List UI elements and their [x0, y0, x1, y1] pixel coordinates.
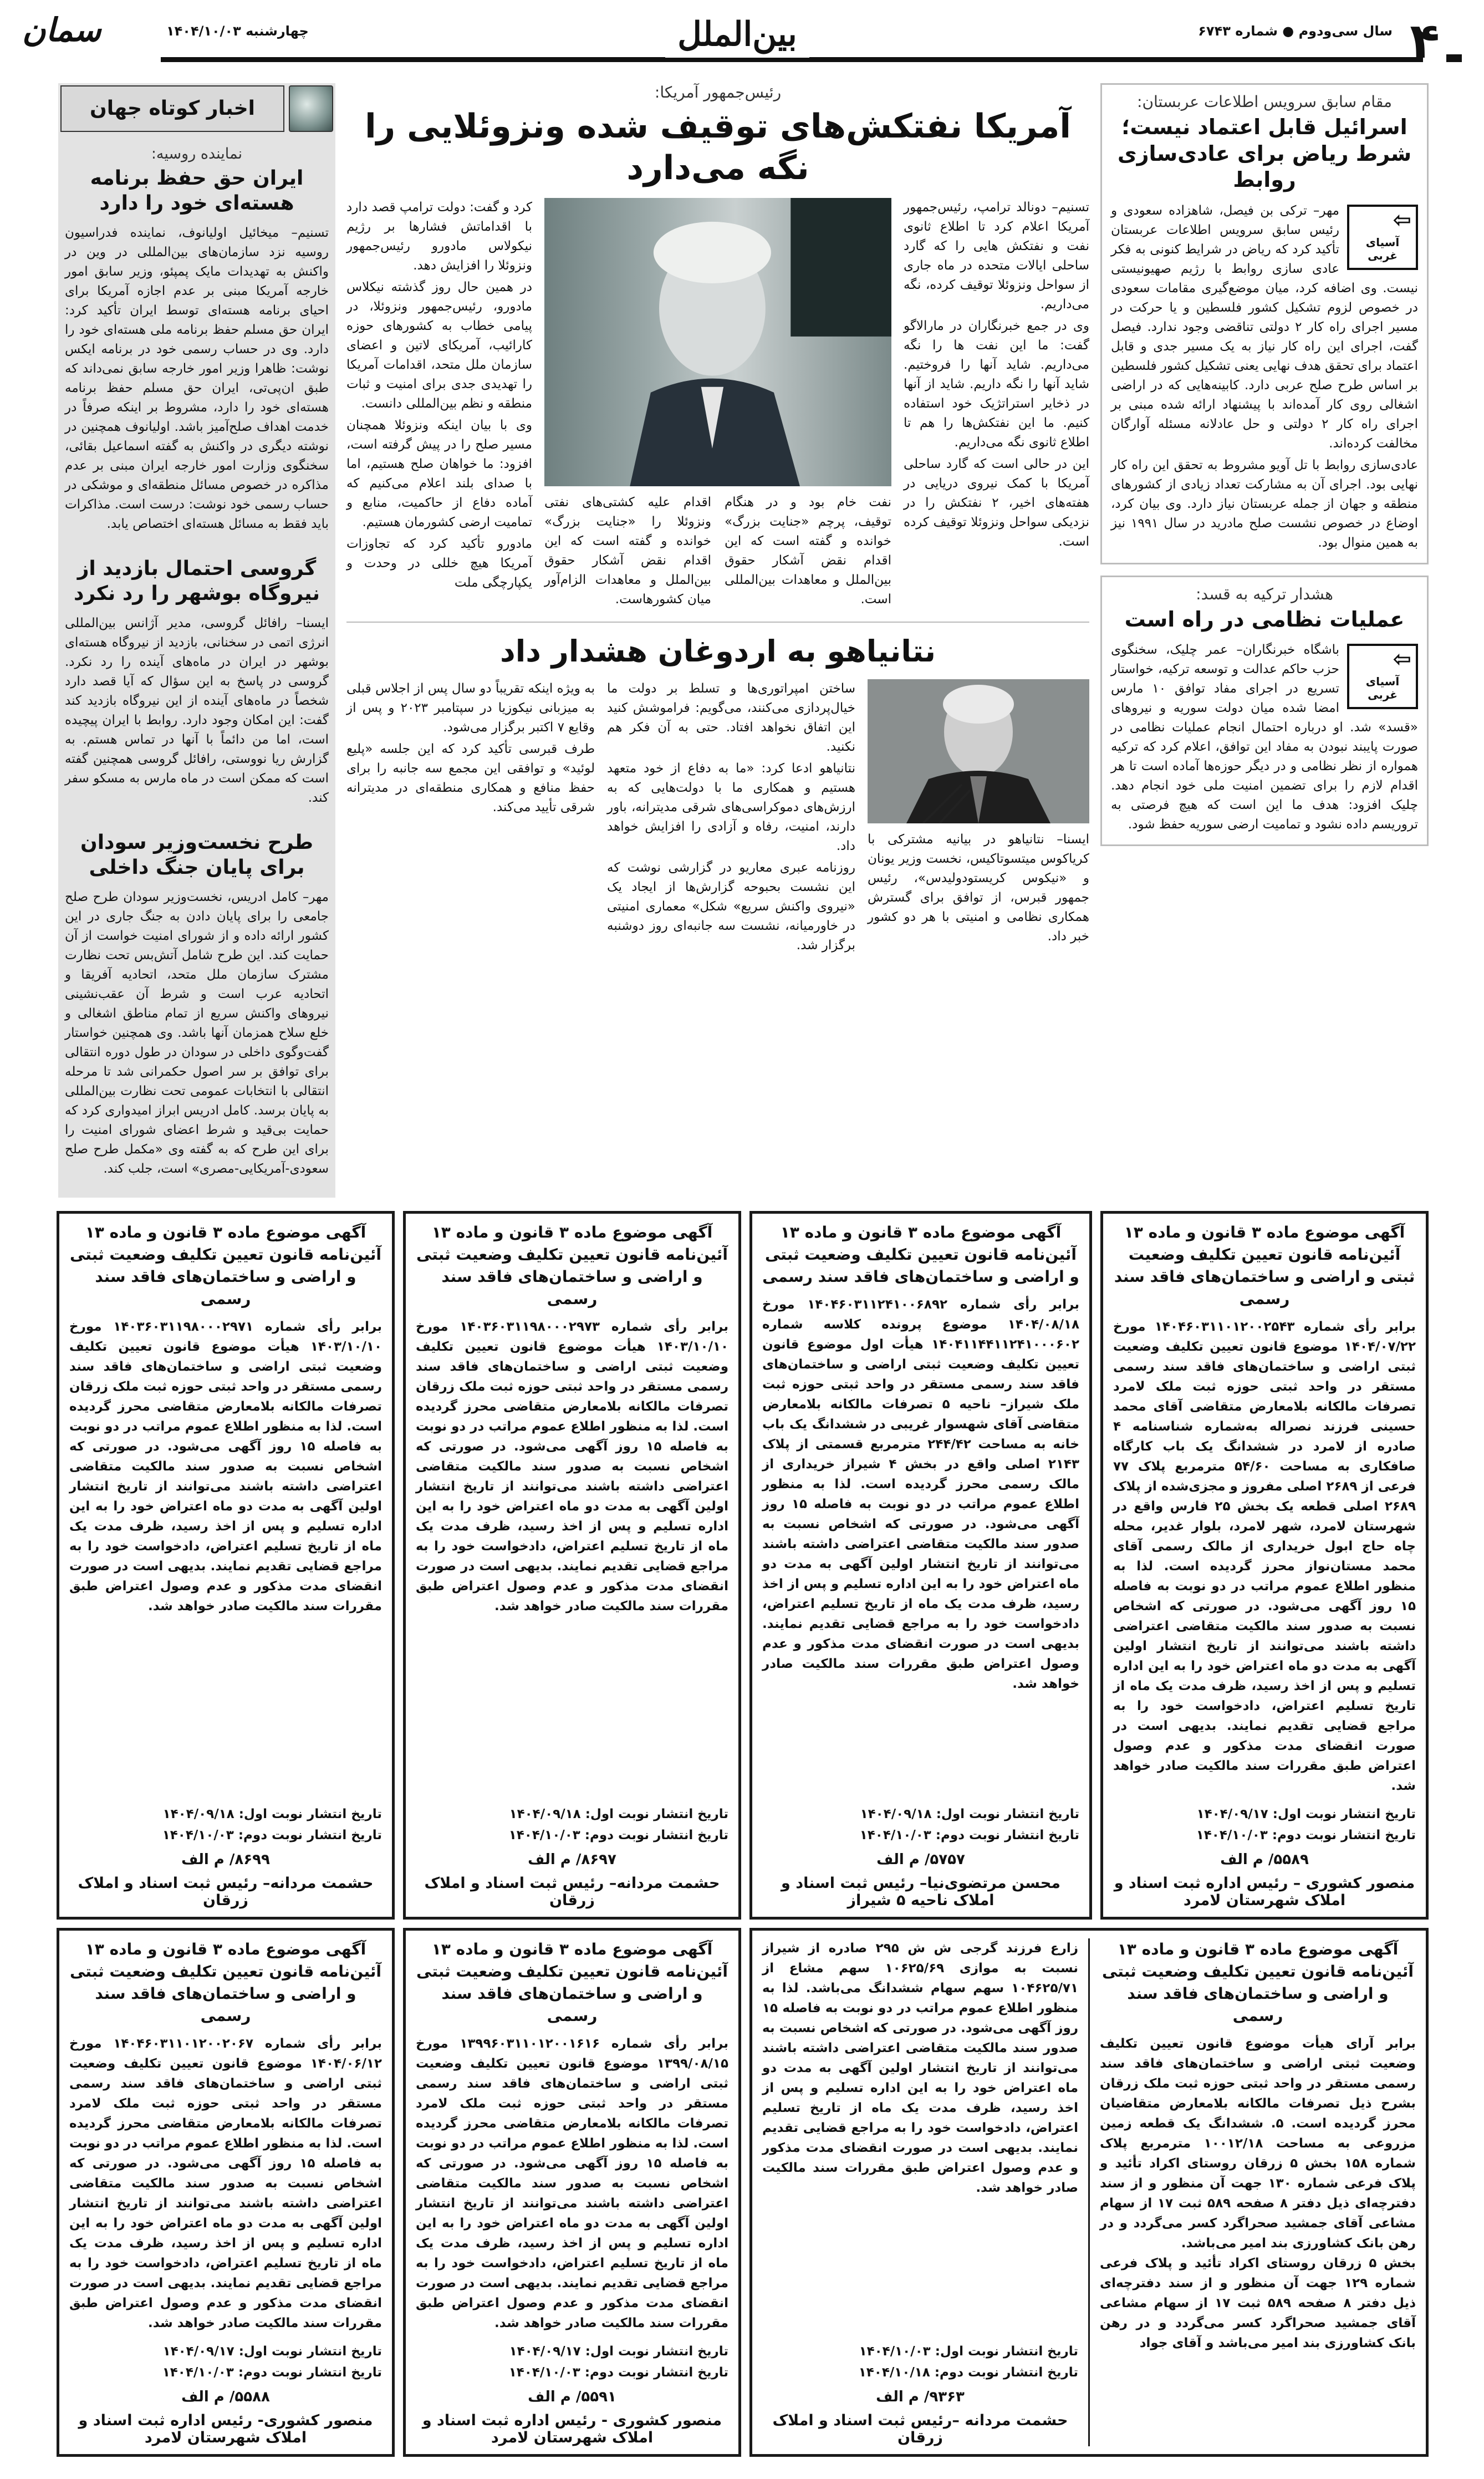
notice-signature: منصور کشوری – رئیس اداره ثبت اسناد و املاک شهرستان لامرد: [1114, 1875, 1415, 1909]
second-pub-label: تاریخ انتشار نوبت دوم:: [238, 1828, 382, 1842]
paragraph: باشگاه خبرنگاران– عمر چلیک، سخنگوی حزب حاکم عدالت و توسعه ترکیه، خواستار تسریع در اجرای مفاد توافق ۱۰ مارس امضا شده میان دولت سوریه و نیروهای «قسد» شد. او درباره احتمال انجام عملیات نظامی در صورت پایبند نبودن به مفاد این توافق، اعلام کرد که ترکیه همواره از نظر نظامی و در دیگر حوزه‌ها آماده است تا هر اقدام لازم را برای تضمین امنیت ملی خود انجام دهد. چلیک افزود: هدف ما این است که هیچ فرصتی به تروریسم داده نشود و تمامیت ارضی سوریه حفظ شود.: [1111, 643, 1418, 832]
first-pub-date: ۱۴۰۴/۰۹/۱۷: [162, 2344, 234, 2359]
second-pub-label: تاریخ انتشار نوبت دوم:: [935, 1828, 1079, 1842]
notice-body: برابر رأی شماره ۱۴۰۳۶۰۳۱۱۹۸۰۰۰۲۹۷۳ مورخ ۱۴۰۳/۱۰/۱۰ هیأت موضوع قانون تعیین تکلیف وضعیت ثبتی اراضی و ساختمان‌های فاقد سند رسمی مستقر در واحد ثبتی حوزه ثبت ملک زرقان تصرفات مالکانه بلامعارض متقاضی محرز گردیده است. لذا به منظور اطلاع عموم مراتب در دو نوبت به فاصله ۱۵ روز آگهی می‌شود. در صورتی که اشخاص نسبت به صدور سند مالکیت متقاضی اعتراضی داشته باشند می‌توانند از تاریخ انتشار اولین آگهی به مدت دو ماه اعتراض خود را به این اداره تسلیم و پس از اخذ رسید، ظرف مدت یک ماه از تاریخ تسلیم اعتراض، دادخواست خود را به مراجع قضایی تقدیم نمایند. بدیهی است در صورت انقضای مدت مذکور و عدم وصول اعتراض طبق مقررات سند مالکیت صادر خواهد شد.: [416, 1320, 729, 1613]
notice-body: برابر رأی شماره ۱۴۰۳۶۰۳۱۱۹۸۰۰۰۲۹۷۱ مورخ ۱۴۰۳/۱۰/۱۰ هیأت موضوع قانون تعیین تکلیف وضعیت ثبتی اراضی و ساختمان‌های فاقد سند رسمی مستقر در واحد ثبتی حوزه ثبت ملک زرقان تصرفات مالکانه بلامعارض متقاضی محرز گردیده است. لذا به منظور اطلاع عموم مراتب در دو نوبت به فاصله ۱۵ روز آگهی می‌شود. در صورتی که اشخاص نسبت به صدور سند مالکیت متقاضی اعتراضی داشته باشند می‌توانند از تاریخ انتشار اولین آگهی به مدت دو ماه اعتراض خود را به این اداره تسلیم و پس از اخذ رسید، ظرف مدت یک ماه از تاریخ تسلیم اعتراض، دادخواست خود را به مراجع قضایی تقدیم نمایند. بدیهی است در صورت انقضای مدت مذکور و عدم وصول اعتراض طبق مقررات سند مالکیت صادر خواهد شد.: [69, 1320, 383, 1613]
notice-code: ۵۵۹۱/ م الف: [528, 2389, 616, 2405]
paragraph: وی با بیان اینکه ونزوئلا همچنان مسیر صلح را در پیش گرفته است، افزود: ما خواهان صلح هستیم، اما با صدای بلند اعلام می‌کنیم که آماده دفاع از حاکمیت، منابع و تمامیت ارضی کشورمان هستیم.: [346, 418, 532, 530]
notice-body: برابر آرای هیأت موضوع قانون تعیین تکلیف وضعیت ثبتی اراضی و ساختمان‌های فاقد سند رسمی مستقر در واحد ثبتی حوزه ثبت ملک زرقان بشرح ذیل تصرفات مالکانه بلامعارض متقاضیان محرز گردیده است. ۵. ششدانگ یک قطعه زمین مزروعی به مساحت ۱۰۰۱۲/۱۸ مترمربع پلاک شماره ۱۵۸ بخش ۵ زرقان روستای اکراد تأئید و پلاک فرعی شماره ۱۳۰ جهت آن منظور و از سند دفترچه‌ای ذیل دفتر ۸ صفحه ۵۸۹ ثبت ۱۷ از سهام مشاعی آقای جمشید صحراگرد کسر می‌گردد و در رهن بانک کشاورزی بند امیر می‌باشد.: [1100, 2037, 1416, 2251]
netanyahu-col-2: [607, 679, 855, 958]
paragraph: ساختن امپراتوری‌ها و تسلط بر دولت ما خیال‌پردازی می‌کنند، می‌گویم: فراموشش کنید این اتفاق نخواهد افتاد. حتی به آن فکر هم نکنید.: [607, 681, 855, 754]
notice-title: آگهی موضوع ماده ۳ قانون و ماده ۱۳ آئین‌نامه قانون تعیین تکلیف وضعیت ثبتی و اراضی و ساختمان‌های فاقد سند رسمی: [1114, 1223, 1415, 1308]
section-tag: [1347, 644, 1418, 709]
turkey-news-box: [1100, 576, 1429, 847]
world-briefs-header: [58, 83, 335, 134]
right-column: [1100, 83, 1429, 846]
notice-signature: حشمت مردانه –رئیس ثبت اسناد و املاک زرقان: [772, 2412, 1068, 2446]
netanyahu-photo-illustration: [868, 679, 1089, 823]
first-pub-label: تاریخ انتشار نوبت اول:: [935, 2344, 1078, 2359]
main-article: [346, 198, 1089, 612]
second-pub-date: ۱۴۰۴/۱۰/۰۳: [508, 1828, 580, 1842]
first-pub-label: تاریخ انتشار نوبت اول:: [238, 1807, 382, 1821]
top-section: [55, 83, 1429, 1198]
paragraph: در همین حال روز گذشته نیکلاس مادورو، رئیس‌جمهور ونزوئلا، در پیامی خطاب به کشورهای حوزه کارائیب، آمریکای لاتین و اعضای سازمان ملل متحد، اقدامات آمریکا را تهدیدی جدی برای امنیت و ثبات منطقه و نظم بین‌المللی دانست.: [346, 280, 532, 411]
main-article-head: [346, 83, 1089, 198]
netanyahu-photo: [868, 679, 1089, 823]
first-pub-date: ۱۴۰۴/۰۹/۱۷: [509, 2344, 581, 2359]
legal-notices: [55, 1211, 1429, 2457]
box-headline: عملیات نظامی در راه است: [1124, 607, 1405, 632]
first-pub-label: تاریخ انتشار نوبت اول:: [585, 2344, 728, 2359]
brief-headline: ایران حق حفظ برنامه هسته‌ای خود را دارد: [90, 167, 304, 215]
notice-title: آگهی موضوع ماده ۳ قانون و ماده ۱۳ آئین‌نامه قانون تعیین تکلیف وضعیت ثبتی و اراضی و ساختمان‌های فاقد سند رسمی: [69, 1223, 382, 1308]
section-tag-label: آسیای غربی: [1365, 675, 1400, 701]
second-pub-label: تاریخ انتشار نوبت دوم:: [584, 1828, 728, 1842]
first-pub-label: تاریخ انتشار نوبت اول:: [238, 2344, 382, 2359]
second-pub-date: ۱۴۰۴/۱۰/۰۳: [162, 1828, 234, 1842]
netanyahu-headline: نتانیاهو به اردوغان هشدار داد: [500, 634, 936, 669]
column-divider: [1088, 1938, 1090, 2446]
second-pub-date: ۱۴۰۴/۱۰/۱۸: [858, 2365, 930, 2380]
main-kicker: رئیس‌جمهور آمریکا:: [654, 83, 782, 101]
legal-notice: [57, 1211, 395, 1920]
notice-code: ۸۶۹۷/ م الف: [528, 1851, 616, 1868]
legal-notice: [1100, 1211, 1429, 1920]
notice-signature: منصور کشوری- رئیس اداره ثبت اسناد و املاک شهرستان لامرد: [78, 2412, 373, 2446]
notice-title: آگهی موضوع ماده ۳ قانون و ماده ۱۳ آئین‌نامه قانون تعیین تکلیف وضعیت ثبتی و اراضی و ساختمان‌های فاقد سند رسمی: [69, 1940, 382, 2025]
section-tag-label: آسیای غربی: [1365, 235, 1400, 262]
notice-signature: حشمت مردانه– رئیس ثبت اسناد و املاک زرقان: [78, 1875, 374, 1909]
legal-notice: [403, 1928, 741, 2457]
newspaper-logo: سمان: [22, 11, 101, 49]
notice-signature: محسن مرتضوی‌نیا– رئیس ثبت اسناد و املاک ناحیه ۵ شیراز: [781, 1875, 1060, 1909]
section-title: بین‌الملل: [665, 11, 809, 58]
paragraph: تسنیم– دونالد ترامپ، رئیس‌جمهور آمریکا اعلام کرد تا اطلاع ثانوی نفت و نفتکش هایی را که گارد ساحلی ایالات متحده در ماه جاری از سواحل ونزوئلا توقیف کرده، نگه می‌داریم.: [904, 200, 1089, 312]
brief-item: [58, 134, 335, 542]
paragraph: روزنامه عبری معاریو در گزارشی نوشت که این نشست بحبوحه گزارش‌ها از ایجاد یک «نیروی واکنش سریع» شکل» معماری امنیتی در خاورمیانه، نشست سه جانبه‌ای روز دوشنبه برگزار شد.: [607, 860, 855, 953]
world-briefs-column: [58, 83, 335, 1198]
first-pub-date: ۱۴۰۴/۰۹/۱۷: [1196, 1807, 1268, 1821]
first-pub-label: تاریخ انتشار نوبت اول:: [936, 1807, 1079, 1821]
main-article-col-right: [904, 198, 1089, 612]
divider: [346, 622, 1089, 623]
paragraph: به ویژه اینکه تقریباً دو سال پس از اجلاس قبلی به میزبانی نیکوزیا در سپتامبر ۲۰۲۳ و پس از وقایع ۷ اکتبر برگزار می‌شود.: [346, 681, 595, 735]
brief-headline: گروسی احتمال بازدید از نیروگاه بوشهر را رد نکرد: [73, 557, 320, 605]
notice-title: آگهی موضوع ماده ۳ قانون و ماده ۱۳ آئین‌نامه قانون تعیین تکلیف وضعیت ثبتی و اراضی و ساختمان‌های فاقد سند رسمی: [416, 1940, 728, 2025]
notice-col-left: [762, 1938, 1078, 2446]
page-number: ۴: [1410, 12, 1440, 69]
notice-code: ۵۷۵۷/ م الف: [876, 1851, 965, 1868]
brief-body: تسنیم– میخائیل اولیانوف، نماینده فدراسیون روسیه نزد سازمان‌های بین‌المللی در وین در واکنش به تهدیدات مایک پمپئو، وزیر سابق امور خارجه آمریکا مبنی بر عدم اجازه آمریکا برای احیای برنامه هسته‌ای توسط ایران تأکید کرد: ایران حق مسلم حفظ برنامه ملی هسته‌ای خود را دارد. وی در حساب رسمی خود در برنامه ایکس نوشت: ظاهرا وزیر امور خارجه سابق نمی‌داند که طبق ان‌پی‌تی، ایران حق مسلم حفظ برنامه هسته‌ای خود را دارد، مشروط بر اینکه صرفاً در خدمت اهداف صلح‌آمیز باشد. اولیانوف همچنین در نوشته دیگری در واکنش به گفته اسماعیل بقائی، سخنگوی وزارت امور خارجه ایران مبنی بر عدم مذاکره در خصوص مسائل منطقه‌ای و موشکی در حساب رسمی خود نوشت: درست است. مذاکرات باید فقط به مسائل هسته‌ای اختصاص یابد.: [65, 226, 329, 531]
notice-body: برابر رأی شماره ۱۴۰۴۶۰۳۱۱۰۱۲۰۰۲۰۶۷ مورخ ۱۴۰۴/۰۶/۱۲ موضوع قانون تعیین تکلیف وضعیت ثبتی اراضی و ساختمان‌های فاقد سند رسمی مستقر در واحد ثبتی حوزه ثبت ملک لامرد تصرفات مالکانه بلامعارض متقاضی محرز گردیده است. لذا به منظور اطلاع عموم مراتب در دو نوبت به فاصله ۱۵ روز آگهی می‌شود. در صورتی که اشخاص نسبت به صدور سند مالکیت متقاضی اعتراضی داشته باشند می‌توانند از تاریخ انتشار اولین آگهی به مدت دو ماه اعتراض خود را به این اداره تسلیم و پس از اخذ رسید، ظرف مدت یک ماه از تاریخ تسلیم اعتراض، دادخواست خود را به مراجع قضایی تقدیم نمایند. بدیهی است در صورت انقضای مدت مذکور و عدم وصول اعتراض طبق مقررات سند مالکیت صادر خواهد شد.: [69, 2037, 383, 2330]
notice-body-continued: بخش ۵ زرقان روستای اکراد تأئید و پلاک فرعی شماره ۱۲۹ جهت آن منظور و از سند دفترچه‌ای ذیل دفتر ۸ صفحه ۵۸۹ ثبت ۱۷ از سهام مشاعی آقای جمشید صحراگرد کسر می‌گردد و در رهن بانک کشاورزی بند امیر می‌باشد و آقای جواد: [1100, 2256, 1416, 2350]
brief-item: [58, 542, 335, 816]
issue-date: چهارشنبه ۱۴۰۴/۱۰/۰۳: [166, 23, 309, 39]
trump-photo-illustration: [544, 198, 891, 486]
notice-title: آگهی موضوع ماده ۳ قانون و ماده ۱۳ آئین‌نامه قانون تعیین تکلیف وضعیت ثبتی و اراضی و ساختمان‌های فاقد سند رسمی: [416, 1223, 728, 1308]
second-pub-label: تاریخ انتشار نوبت دوم:: [1272, 1828, 1416, 1842]
paragraph: نفت خام بود و در هنگام توقیف، پرچم «جنایت بزرگ» خوانده و گفته است که این اقدام نقض آشکار حقوق بین‌الملل و معاهدات بین‌المللی است.: [725, 495, 891, 607]
first-pub-label: تاریخ انتشار نوبت اول:: [1272, 1807, 1416, 1821]
second-pub-label: تاریخ انتشار نوبت دوم:: [934, 2365, 1078, 2380]
notice-code: ۹۳۶۳/ م الف: [876, 2389, 965, 2405]
notice-code: ۵۵۸۹/ م الف: [1220, 1851, 1309, 1868]
box-kicker: مقام سابق سرویس اطلاعات عربستان:: [1137, 93, 1392, 111]
paragraph: نتانیاهو ادعا کرد: «ما به دفاع از خود متعهد هستیم و همکاری ما با دولت‌هایی که به ارزش‌های دموکراسی‌های شرقی مدیترانه، باور دارند، امنیت، رفاه و آزادی را افزایش خواهد داد.: [607, 761, 855, 853]
first-pub-date: ۱۴۰۴/۰۹/۱۸: [860, 1807, 932, 1821]
first-pub-date: ۱۴۰۴/۰۹/۱۸: [509, 1807, 581, 1821]
netanyahu-col-1: [868, 679, 1089, 958]
notice-signature: حشمت مردانه– رئیس ثبت اسناد و املاک زرقان: [424, 1875, 720, 1909]
paragraph: طرف قبرسی تأکید کرد که این جلسه «پلیع لوئید» و توافقی این مجمع سه جانبه را برای حفظ منافع و همکاری منطقه‌ای در مدیترانه شرقی تأیید می‌کند.: [346, 741, 595, 815]
paragraph: عادی‌سازی روابط با تل آویو مشروط به تحقق این راه کار نهایی بود. اجرای آن به مشارکت تعداد زیادی از کشورهای منطقه و جهان از جمله عربستان نیاز دارد. وی بیان کرد، اوضاع در خصوص نشست صلح مادرید در سال ۱۹۹۱ نیز به همین منوال بود.: [1111, 457, 1419, 550]
paragraph: این در حالی است که گارد ساحلی آمریکا با کمک نیروی دریایی در هفته‌های اخیر، ۲ نفتکش را در نزدیکی سواحل ونزوئلا توقیف کرده است.: [904, 457, 1089, 549]
masthead: [0, 0, 1484, 78]
brief-body: ایسنا– رافائل گروسی، مدیر آژانس بین‌المللی انرژی اتمی در سخنانی، بازدید از نیروگاه هسته‌ای بوشهر در ایران در ماه‌های آینده را رد نکرد. گروسی در پاسخ به این سؤال که آیا قصد دارد شخصاً در ماه‌های آینده از این نیروگاه بازدید کند گفت: این امکان وجود دارد. روابط با ایران پیچیده است، اما من دائماً با آنها در تماس هستم. به گزارش ریا نووستی، رافائل گروسی همچنین گفته است که ممکن است در ماه مارس به مسکو سفر کند.: [65, 616, 329, 805]
world-briefs-title: اخبار کوتاه جهان: [60, 85, 284, 132]
brief-item: [58, 816, 335, 1187]
section-tag: [1347, 205, 1418, 270]
issue-info: سال سی‌ودوم ● شماره ۶۷۴۳: [1198, 23, 1393, 39]
notice-body: برابر رأی شماره ۱۳۹۹۶۰۳۱۱۰۱۲۰۰۱۶۱۶ مورخ ۱۳۹۹/۰۸/۱۵ موضوع قانون تعیین تکلیف وضعیت ثبتی اراضی و ساختمان‌های فاقد سند رسمی مستقر در واحد ثبتی حوزه ثبت ملک لامرد تصرفات مالکانه بلامعارض متقاضی محرز گردیده است. لذا به منظور اطلاع عموم مراتب در دو نوبت به فاصله ۱۵ روز آگهی می‌شود. در صورتی که اشخاص نسبت به صدور سند مالکیت متقاضی اعتراضی داشته باشند می‌توانند از تاریخ انتشار اولین آگهی به مدت دو ماه اعتراض خود را به این اداره تسلیم و پس از اخذ رسید، ظرف مدت یک ماه از تاریخ تسلیم اعتراض، دادخواست خود را به مراجع قضایی تقدیم نمایند. بدیهی است در صورت انقضای مدت مذکور و عدم وصول اعتراض طبق مقررات سند مالکیت صادر خواهد شد.: [416, 2037, 729, 2330]
brief-kicker: نماینده روسیه:: [151, 145, 243, 162]
second-pub-label: تاریخ انتشار نوبت دوم:: [238, 2365, 382, 2380]
first-pub-date: ۱۴۰۴/۱۰/۰۳: [859, 2344, 931, 2359]
brief-headline: طرح نخست‌وزیر سودان برای پایان جنگ داخلی: [80, 831, 314, 879]
bottom-margin: [0, 2457, 1484, 2479]
paragraph: اقدام علیه کشتی‌های نفتی ونزوئلا را «جنایت بزرگ» خوانده و گفته است که این اقدام نقض آشکار حقوق بین‌الملل و معاهدات الزام‌آور میان کشورهاست.: [544, 495, 711, 607]
paragraph: کرد و گفت: دولت ترامپ قصد دارد با اقداماتش فشارها بر رژیم نیکولاس مادورو رئیس‌جمهور ونزوئلا را افزایش دهد.: [346, 200, 532, 273]
main-article-col-left: [346, 198, 532, 612]
netanyahu-article: [346, 679, 1089, 958]
brief-body: مهر– کامل ادریس، نخست‌وزیر سودان طرح صلح جامعی را برای پایان دادن به جنگ جاری در این کشور ارائه داده و از شورای امنیت خواست از آن حمایت کند. این طرح شامل آتش‌بس تحت نظارت مشترک سازمان ملل متحد، اتحادیه آفریقا و اتحادیه عرب است و شرط آن عقب‌نشینی نیروهای واکنش سریع از تمام مناطق اشغالی و خلع سلاح همزمان آنها باشد. وی همچنین خواستار گفت‌وگوی داخلی در سودان در طول دوره انتقالی برای توافق بر سر اصول حکمرانی شد تا مرحله انتقالی با انتخابات عمومی تحت نظارت بین‌المللی به پایان برسد. کامل ادریس ابراز امیدواری کرد که حمایت بی‌قید و شرط اعضای شورای امنیت را برای این طرح که به گفته وی «مکمل طرح صلح سعودی-آمریکایی-مصری» است، جلب کند.: [65, 890, 329, 1176]
notice-body: برابر رأی شماره ۱۴۰۴۶۰۳۱۱۰۱۲۰۰۲۵۴۳ مورخ ۱۴۰۴/۰۷/۲۲ موضوع قانون تعیین تکلیف وضعیت ثبتی اراضی و ساختمان‌های فاقد سند رسمی مستقر در واحد ثبتی حوزه ثبت ملک لامرد تصرفات مالکانه بلامعارض متقاضی آقای محمد حسینی فرزند نصراله به‌شماره شناسنامه ۴ صادره از لامرد در ششدانگ یک باب کارگاه صافکاری به مساحت ۵۴/۶۰ مترمربع پلاک ۷۷ فرعی از ۲۶۸۹ اصلی مفروز و مجزی‌شده از پلاک ۲۶۸۹ اصلی قطعه یک بخش ۲۵ فارس واقع در شهرستان لامرد، شهر لامرد، بلوار غدیر، محله چاه حاج ابول خریداری از مالک رسمی آقای محمد مستان‌نواز محرز گردیده است. لذا به منظور اطلاع عموم مراتب در دو نوبت به فاصله ۱۵ روز آگهی می‌شود. در صورتی که اشخاص نسبت به صدور سند مالکیت متقاضی اعتراضی داشته باشند می‌توانند از تاریخ انتشار اولین آگهی به مدت دو ماه اعتراض خود را به این اداره تسلیم و پس از اخذ رسید، ظرف مدت یک ماه از تاریخ تسلیم اعتراض، دادخواست خود را به مراجع قضایی تقدیم نمایند. بدیهی است در صورت انقضای مدت مذکور و عدم وصول اعتراض طبق مقررات سند مالکیت صادر خواهد شد.: [1113, 1320, 1416, 1793]
second-pub-label: تاریخ انتشار نوبت دوم:: [584, 2365, 728, 2380]
paragraph: ایسنا– نتانیاهو در بیانیه مشترکی با کریاکوس میتسوتاکیس، نخست وزیر یونان و «نیکوس کریستودولیدس»، رئیس جمهور قبرس، از توافق برای گسترش همکاری نظامی و امنیتی با هر دو کشور خبر داد.: [868, 832, 1089, 944]
globe-icon: [289, 85, 333, 132]
notice-col-right: [1100, 1938, 1416, 2446]
paragraph: مادورو تأکید کرد که تجاوزات آمریکا هیچ خللی در وحدت و یکپارچگی ملت: [346, 537, 532, 590]
main-headline: آمریکا نفتکش‌های توقیف شده ونزوئلایی را نگه می‌دارد: [365, 107, 1071, 187]
arrow-left-icon: ⇦: [1393, 207, 1411, 233]
center-column: [346, 83, 1089, 958]
notice-title: آگهی موضوع ماده ۳ قانون و ماده ۱۳ آئین‌نامه قانون تعیین تکلیف وضعیت ثبتی و اراضی و ساختمان‌های فاقد سند رسمی: [762, 1223, 1079, 1286]
notice-body: زارع فرزند گرجی ش ش ۲۹۵ صادره از شیراز نسبت به موازی ۱۰۶۲۵/۶۹ سهم مشاع از ۱۰۴۶۲۵/۷۱ سهم سهام ششدانگ می‌باشد. لذا به منظور اطلاع عموم مراتب در دو نوبت به فاصله ۱۵ روز آگهی می‌شود. در صورتی که اشخاص نسبت به صدور سند مالکیت متقاضی اعتراضی داشته باشند می‌توانند از تاریخ انتشار اولین آگهی به مدت دو ماه اعتراض خود را به این اداره تسلیم و پس از اخذ رسید، ظرف مدت یک ماه از تاریخ تسلیم اعتراض، دادخواست خود را به مراجع قضایی تقدیم نمایند. بدیهی است در صورت انقضای مدت مذکور و عدم وصول اعتراض طبق مقررات سند مالکیت صادر خواهد شد.: [762, 1941, 1078, 2195]
box-kicker: هشدار ترکیه به قسد:: [1196, 584, 1333, 603]
notice-body: برابر رأی شماره ۱۴۰۴۶۰۳۱۱۲۴۱۰۰۶۸۹۲ مورخ ۱۴۰۴/۰۸/۱۸ موضوع پرونده کلاسه شماره ۱۴۰۴۱۱۴۴۱۱۲۴۱۰۰۰۶۰۲ هیأت اول موضوع قانون تعیین تکلیف وضعیت ثبتی اراضی و ساختمان‌های فاقد سند رسمی مستقر در واحد ثبتی حوزه ثبت ملک شیراز– ناحیه ۵ تصرفات مالکانه بلامعارض متقاضی آقای شهسوار غریبی در ششدانگ یک باب خانه به مساحت ۲۴۴/۴۲ مترمربع قسمتی از پلاک ۲۱۴۳ اصلی واقع در بخش ۴ شیراز خریداری از مالک رسمی محرز گردیده است. لذا به منظور اطلاع عموم مراتب در دو نوبت به فاصله ۱۵ روز آگهی می‌شود. در صورتی که اشخاص نسبت به صدور سند مالکیت متقاضی اعتراضی داشته باشند می‌توانند از تاریخ انتشار اولین آگهی به مدت دو ماه اعتراض خود را به این اداره تسلیم و پس از اخذ رسید، ظرف مدت یک ماه از تاریخ تسلیم اعتراض، دادخواست خود را به مراجع قضایی تقدیم نمایند. بدیهی است در صورت انقضای مدت مذکور و عدم وصول اعتراض طبق مقررات سند مالکیت صادر خواهد شد.: [762, 1297, 1080, 1691]
first-pub-label: تاریخ انتشار نوبت اول:: [585, 1807, 728, 1821]
legal-notice-wide: [749, 1928, 1429, 2457]
arrow-left-icon: ⇦: [1393, 647, 1411, 672]
legal-notice: [57, 1928, 395, 2457]
notice-code: ۵۵۸۸/ م الف: [181, 2389, 270, 2405]
second-pub-date: ۱۴۰۴/۱۰/۰۳: [162, 2365, 234, 2380]
notice-signature: منصور کشوری - رئیس اداره ثبت اسناد و املاک شهرستان لامرد: [422, 2412, 722, 2446]
second-pub-date: ۱۴۰۴/۱۰/۰۳: [1196, 1828, 1268, 1842]
page-number-dash: [1446, 54, 1462, 62]
main-article-under-photo: [544, 493, 891, 612]
second-pub-date: ۱۴۰۴/۱۰/۰۳: [508, 2365, 580, 2380]
saudi-news-box: [1100, 83, 1429, 564]
paragraph: مهر– ترکی بن فیصل، شاهزاده سعودی و رئیس سابق سرویس اطلاعات عربستان تأکید کرد که ریاض در شرایط کنونی به فکر عادی سازی روابط با رژیم صهیونیستی نیست. وی اضافه کرد، میان موضع‌گیری مقامات سعودی در خصوص لزوم تشکیل کشور فلسطین و یا حرکت در مسیر اجرای راه کار ۲ دولتی تناقضی وجود ندارد. فیصل گفت، اجرای این راه کار نیاز به یک مسیر جدی و قابل اعتماد برای تحقق هدف نهایی یعنی تشکیل کشور فلسطین بر اساس طرح صلح عربی دارد. کابینه‌هایی که در اراضی اشغالی روی کار آمده‌اند با پیشنهاد ارائه شده مبنی بر اجرای راه کار ۲ دولتی و حل عادلانه مسئله آوارگان مخالفت کرده‌اند.: [1111, 203, 1418, 451]
trump-photo: [544, 198, 891, 486]
box-headline: اسرائیل قابل اعتماد نیست؛ شرط ریاض برای عادی‌سازی روابط: [1117, 115, 1412, 192]
netanyahu-col-3: [346, 679, 595, 958]
netanyahu-lead: [868, 830, 1089, 946]
paragraph: وی در جمع خبرنگاران در مارالاگو گفت: ما این نفت ها را نگه می‌داریم. شاید آنها را فروختیم. شاید آنها را نگه داریم. شاید از آنها در ذخایر استراتژیک خود استفاده کنیم. ما این نفتکش‌ها را هم تا اطلاع ثانوی نگه می‌داریم.: [904, 319, 1089, 450]
main-article-middle: [544, 198, 891, 612]
header-rule: [161, 57, 1423, 62]
legal-notice: [403, 1211, 741, 1920]
legal-notice: [749, 1211, 1092, 1920]
notice-code: ۸۶۹۹/ م الف: [181, 1851, 270, 1868]
first-pub-date: ۱۴۰۴/۰۹/۱۸: [162, 1807, 234, 1821]
second-pub-date: ۱۴۰۴/۱۰/۰۳: [859, 1828, 931, 1842]
notice-title: آگهی موضوع ماده ۳ قانون و ماده ۱۳ آئین‌نامه قانون تعیین تکلیف وضعیت ثبتی و اراضی و ساختمان‌های فاقد سند رسمی: [1101, 1940, 1414, 2025]
